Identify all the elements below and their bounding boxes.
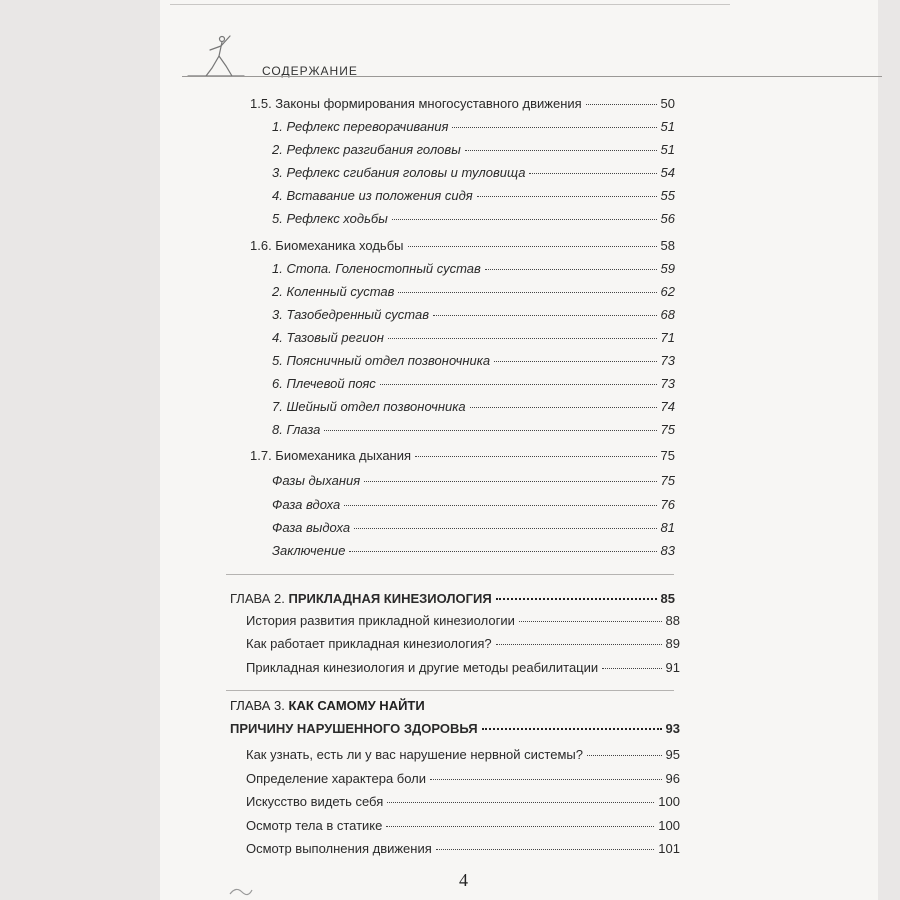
dot-leader (398, 292, 656, 293)
toc-page: 55 (660, 188, 675, 203)
dot-leader (430, 779, 661, 780)
toc-item[interactable] (272, 209, 675, 229)
toc-page: 75 (660, 473, 675, 488)
toc-item[interactable] (272, 328, 675, 348)
toc-page: 96 (665, 771, 680, 786)
toc-label: 7. Шейный отдел позвоночника (272, 399, 466, 414)
toc-label: 4. Вставание из положения сидя (272, 188, 473, 203)
toc-label: Как узнать, есть ли у вас нарушение нервной системы? (246, 747, 583, 762)
toc-page: 56 (660, 211, 675, 226)
dot-leader (482, 728, 662, 730)
toc-label: 1.7. Биомеханика дыхания (250, 448, 412, 463)
toc-chapter-3-line1[interactable] (230, 696, 425, 716)
toc-item[interactable] (272, 282, 675, 302)
chapter-separator (226, 690, 674, 691)
dot-leader (496, 598, 657, 600)
dot-leader (602, 668, 661, 669)
dot-leader (465, 150, 657, 151)
toc-page: 76 (660, 497, 675, 512)
toc-item[interactable] (246, 792, 680, 812)
toc-label: 8. Глаза (272, 422, 321, 437)
toc-label: 1.5. Законы формирования многосуставного движения (250, 96, 582, 111)
chapter-heading (230, 589, 492, 609)
toc-label: 4. Тазовый регион (272, 330, 384, 345)
toc-label: Как работает прикладная кинезиология? (246, 636, 492, 651)
toc-label: 1.6. Биомеханика ходьбы (250, 238, 404, 253)
chapter-title: КАК САМОМУ НАЙТИ (288, 698, 425, 713)
toc-item[interactable] (272, 518, 675, 538)
toc-page: 88 (665, 613, 680, 628)
toc-label: 5. Поясничный отдел позвоночника (272, 353, 491, 368)
toc-item[interactable] (246, 745, 680, 765)
toc-label: 3. Рефлекс сгибания головы и туловища (272, 165, 526, 180)
dot-leader (494, 361, 656, 362)
toc-item[interactable] (246, 839, 680, 859)
toc-page: 58 (660, 238, 675, 253)
toc-label: 3. Тазобедренный сустав (272, 307, 429, 322)
dot-leader (380, 384, 657, 385)
toc-item[interactable] (246, 816, 680, 836)
header-rule (182, 76, 882, 77)
toc-item[interactable] (246, 634, 680, 654)
dot-leader (392, 219, 657, 220)
toc-page: 62 (660, 284, 675, 299)
dot-leader (415, 456, 656, 457)
toc-item[interactable] (272, 259, 675, 279)
dot-leader (354, 528, 656, 529)
toc-item[interactable] (246, 658, 680, 678)
dot-leader (364, 481, 656, 482)
dot-leader (477, 196, 657, 197)
toc-page: 83 (660, 543, 675, 558)
toc-item[interactable] (272, 186, 675, 206)
toc-label: Фаза выдоха (272, 520, 351, 535)
toc-page: 100 (658, 818, 680, 833)
page-edge (170, 4, 730, 11)
dot-leader (485, 269, 657, 270)
header-title: СОДЕРЖАНИЕ (262, 64, 358, 78)
dot-leader (387, 802, 654, 803)
toc-label: 5. Рефлекс ходьбы (272, 211, 388, 226)
dot-leader (587, 755, 662, 756)
toc-item[interactable] (272, 420, 675, 440)
toc-label: Осмотр тела в статике (246, 818, 383, 833)
dot-leader (452, 127, 656, 128)
dot-leader (519, 621, 662, 622)
chapter-separator (226, 574, 674, 575)
dot-leader (408, 246, 657, 247)
toc-page: 74 (660, 399, 675, 414)
toc-page: 95 (665, 747, 680, 762)
toc-page: 81 (660, 520, 675, 535)
toc-section-1-6[interactable] (250, 236, 675, 256)
toc-label: Фаза вдоха (272, 497, 341, 512)
toc-page: 93 (665, 721, 680, 736)
toc-page: 54 (660, 165, 675, 180)
dot-leader (586, 104, 657, 105)
chapter-prefix: ГЛАВА 3. (230, 698, 285, 713)
toc-page: 51 (660, 119, 675, 134)
toc-label: 6. Плечевой пояс (272, 376, 376, 391)
toc-item[interactable] (272, 374, 675, 394)
toc-page: 85 (660, 591, 675, 606)
dancer-logo-icon (186, 32, 246, 80)
dot-leader (344, 505, 656, 506)
toc-item[interactable] (272, 397, 675, 417)
dot-leader (436, 849, 655, 850)
toc-label: 1. Рефлекс переворачивания (272, 119, 449, 134)
page-number: 4 (459, 870, 468, 890)
toc-page: 68 (660, 307, 675, 322)
toc-item[interactable] (272, 541, 675, 561)
dot-leader (433, 315, 657, 316)
toc-page: 51 (660, 142, 675, 157)
toc-item[interactable] (246, 769, 680, 789)
toc-label: Фазы дыхания (272, 473, 361, 488)
toc-page: 73 (660, 376, 675, 391)
toc-chapter-2[interactable] (230, 589, 675, 609)
toc-label: Искусство видеть себя (246, 794, 384, 809)
toc-label: История развития прикладной кинезиологии (246, 613, 515, 628)
toc-page: 89 (665, 636, 680, 651)
corner-ornament-icon (228, 884, 254, 896)
toc-label: Определение характера боли (246, 771, 427, 786)
dot-leader (529, 173, 656, 174)
toc-item[interactable] (272, 495, 675, 515)
dot-leader (386, 826, 654, 827)
toc-page: 91 (665, 660, 680, 675)
toc-page: 71 (660, 330, 675, 345)
toc-section-1-5[interactable] (250, 94, 675, 114)
toc-label: Заключение (272, 543, 346, 558)
toc-item[interactable] (272, 305, 675, 325)
toc-item[interactable] (272, 351, 675, 371)
toc-page: 73 (660, 353, 675, 368)
dot-leader (349, 551, 656, 552)
toc-label: Осмотр выполнения движения (246, 841, 432, 856)
dot-leader (388, 338, 657, 339)
toc-page: 50 (660, 96, 675, 111)
dot-leader (496, 644, 662, 645)
toc-chapter-3[interactable] (230, 719, 680, 739)
toc-item[interactable] (246, 611, 680, 631)
dot-leader (470, 407, 657, 408)
toc-item[interactable] (272, 163, 675, 183)
toc-label: 2. Коленный сустав (272, 284, 395, 299)
toc-section-1-7[interactable] (250, 446, 675, 466)
toc-page: 75 (660, 422, 675, 437)
toc-label: Прикладная кинезиология и другие методы реабилитации (246, 660, 599, 675)
toc-page: 100 (658, 794, 680, 809)
chapter-title: ПРИЧИНУ НАРУШЕННОГО ЗДОРОВЬЯ (230, 721, 478, 736)
dot-leader (324, 430, 656, 431)
toc-label: 1. Стопа. Голеностопный сустав (272, 261, 481, 276)
toc-page: 59 (660, 261, 675, 276)
toc-label: 2. Рефлекс разгибания головы (272, 142, 461, 157)
toc-page: 75 (660, 448, 675, 463)
toc-item[interactable] (272, 140, 675, 160)
chapter-title: ПРИКЛАДНАЯ КИНЕЗИОЛОГИЯ (288, 591, 492, 606)
chapter-prefix: ГЛАВА 2. (230, 591, 285, 606)
toc-item[interactable] (272, 117, 675, 137)
toc-item[interactable] (272, 471, 675, 491)
toc-page: 101 (658, 841, 680, 856)
